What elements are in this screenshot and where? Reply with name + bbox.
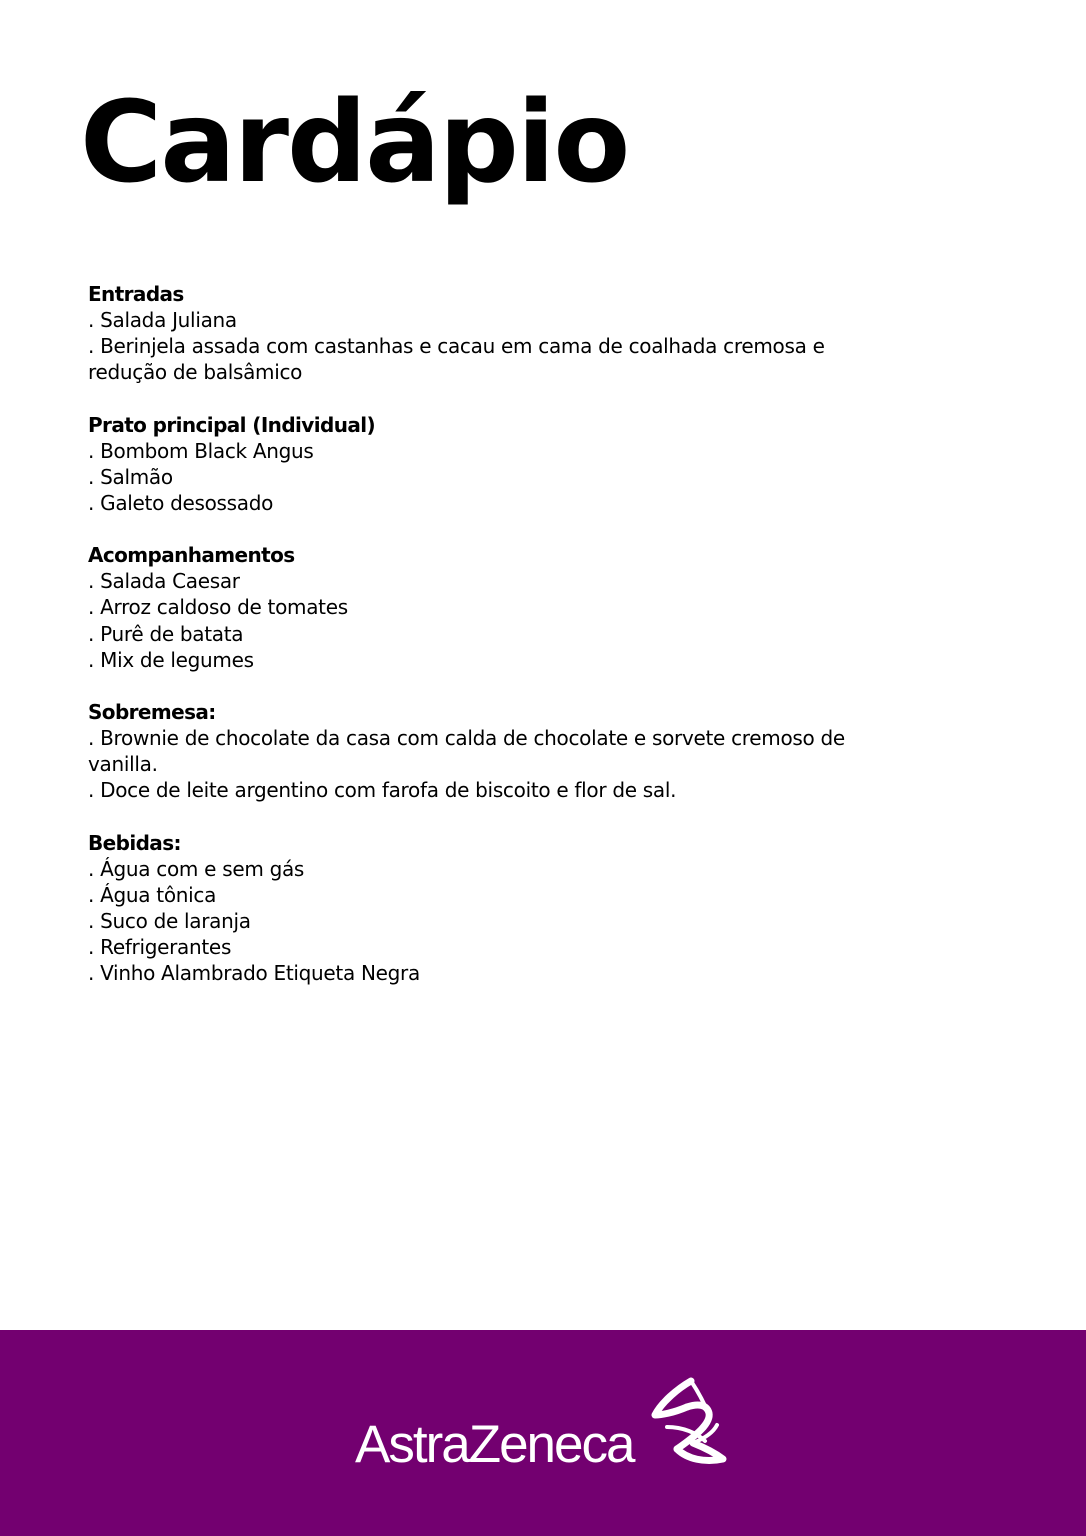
menu-section-entradas: [88, 281, 958, 386]
menu-item: . Água com e sem gás: [88, 856, 305, 881]
menu-item: . Mix de legumes: [88, 647, 254, 672]
menu-section-prato-principal: [88, 412, 958, 517]
menu-item: redução de balsâmico: [88, 360, 303, 385]
menu-item: . Vinho Alambrado Etiqueta Negra: [88, 961, 420, 986]
menu-item: . Bombom Black Angus: [88, 438, 314, 463]
menu-list: [88, 281, 958, 1013]
menu-item: vanilla.: [88, 752, 158, 777]
menu-section-bebidas: [88, 830, 958, 987]
section-heading: Bebidas:: [88, 830, 181, 855]
section-heading: Entradas: [88, 282, 184, 306]
menu-section-acompanhamentos: [88, 542, 958, 673]
menu-item: . Galeto desossado: [88, 491, 274, 516]
menu-item: . Purê de batata: [88, 621, 244, 646]
menu-item: . Refrigerantes: [88, 935, 232, 960]
section-heading: Sobremesa:: [88, 700, 216, 725]
menu-item: . Salmão: [88, 464, 173, 489]
menu-item: . Salada Juliana: [88, 308, 237, 332]
section-heading: Acompanhamentos: [88, 543, 295, 568]
menu-item: . Água tônica: [88, 882, 217, 907]
menu-item: . Brownie de chocolate da casa com calda de chocolate e sorvete cremoso de: [88, 726, 845, 751]
section-heading: Prato principal (Individual): [88, 412, 376, 437]
menu-item: . Arroz caldoso de tomates: [88, 595, 348, 620]
menu-item: . Suco de laranja: [88, 909, 251, 934]
footer-band: [0, 1330, 1086, 1536]
brand-logo: [355, 1375, 735, 1474]
page-title: Cardápio: [80, 78, 629, 208]
astrazeneca-symbol-icon: [647, 1375, 733, 1467]
menu-section-sobremesa: [88, 699, 958, 804]
menu-item: . Salada Caesar: [88, 569, 240, 594]
brand-wordmark: AstraZeneca: [355, 1415, 634, 1474]
menu-item: . Berinjela assada com castanhas e cacau em cama de coalhada cremosa e: [88, 334, 825, 359]
menu-item: . Doce de leite argentino com farofa de biscoito e flor de sal.: [88, 778, 677, 803]
